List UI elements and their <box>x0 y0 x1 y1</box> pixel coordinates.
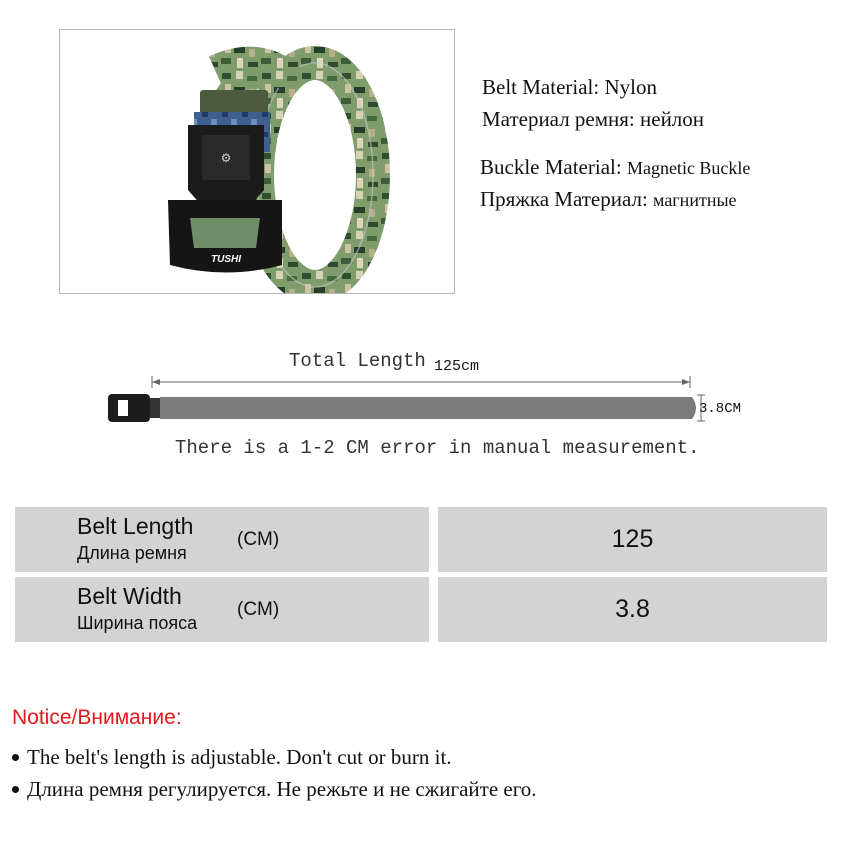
notice-list <box>12 745 537 809</box>
table-row <box>15 507 827 572</box>
belt-length-unit: (CM) <box>237 529 280 550</box>
list-item <box>12 777 537 809</box>
belt-width-unit: (CM) <box>237 599 280 620</box>
belt-width-label-en: Belt Width <box>77 583 182 609</box>
belt-material-ru: Материал ремня: нейлон <box>482 107 705 131</box>
notice-item-text: The belt's length is adjustable. Don't cut or burn it. <box>27 745 452 769</box>
buckle-material-ru-value: магнитные <box>653 190 737 210</box>
width-value: 3.8CM <box>699 401 742 417</box>
belt-material-en: Belt Material: Nylon <box>482 75 657 99</box>
material-specs <box>482 77 704 141</box>
svg-text:⚙: ⚙ <box>220 151 232 165</box>
list-item <box>12 745 537 777</box>
buckle-specs <box>480 157 750 221</box>
belt-width-label-cell <box>15 577 429 642</box>
belt-width-label-ru: Ширина пояса <box>77 613 198 633</box>
belt-length-label-ru: Длина ремня <box>77 543 187 563</box>
belt-length-value: 125 <box>438 507 827 572</box>
belt-keeper <box>200 90 268 114</box>
total-length-label: Total Length <box>289 350 426 372</box>
bullet-icon <box>12 786 19 793</box>
belt-width-value: 3.8 <box>438 577 827 642</box>
notice-title: Notice/Внимание: <box>12 706 182 729</box>
notice-item-text: Длина ремня регулируется. Не режьте и не сжигайте его. <box>27 777 537 801</box>
measurement-diagram <box>40 330 820 470</box>
table-row <box>15 577 827 642</box>
total-length-value: 125cm <box>434 358 480 375</box>
belt-length-label-cell <box>15 507 429 572</box>
belt-length-label-en: Belt Length <box>77 513 194 539</box>
product-photo <box>59 29 455 294</box>
buckle-material-en-label: Buckle Material: <box>480 155 627 179</box>
diagram-strap <box>160 397 690 419</box>
brand-logo: TUSHI <box>211 254 241 265</box>
buckle-material-ru-label: Пряжка Материал: <box>480 187 654 211</box>
bullet-icon <box>12 754 19 761</box>
buckle-material-en-value: Magnetic Buckle <box>626 158 751 178</box>
belt-photo-illustration <box>60 30 455 294</box>
measurement-error-note: There is a 1-2 CM error in manual measurement. <box>175 437 700 459</box>
diagram-buckle <box>108 394 150 422</box>
